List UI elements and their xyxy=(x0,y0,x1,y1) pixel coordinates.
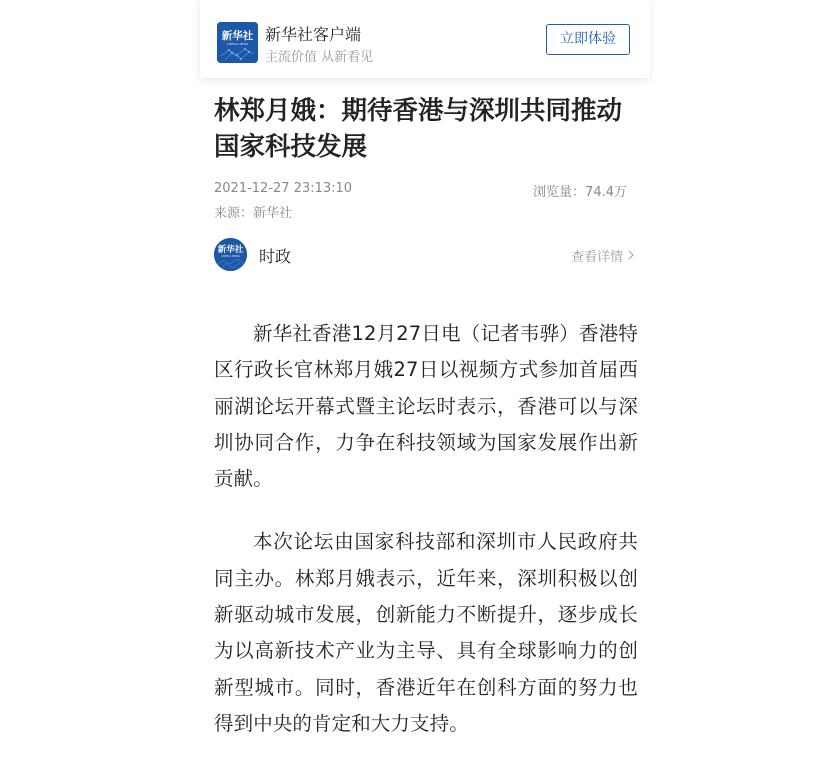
avatar-logo-subtext: XINHUA NEWS xyxy=(221,255,240,258)
app-slogan: 主流价值 从新看见 xyxy=(265,50,374,65)
article-paragraph: 新华社香港12月27日电（记者韦骅）香港特区行政长官林郑月娥27日以视频方式参加首届西丽湖论坛开幕式暨主论坛时表示，香港可以与深圳协同合作，力争在科技领域为国家发展作出新贡献。 xyxy=(214,322,638,491)
article-title: 林郑月娥：期待香港与深圳共同推动国家科技发展 xyxy=(214,96,623,162)
view-count: 浏览量：74.4万 xyxy=(533,185,627,200)
logo-text: 新华社 xyxy=(221,30,254,42)
app-name: 新华社客户端 xyxy=(265,25,362,44)
publish-time: 2021-12-27 23:13:10 xyxy=(214,181,353,196)
xinhua-logo-icon xyxy=(214,238,247,271)
chevron-right-icon xyxy=(628,249,634,264)
article-paragraph: 本次论坛由国家科技部和深圳市人民政府共同主办。林郑月娥表示，近年来，深圳积极以创新驱动城市发展，创新能力不断提升，逐步成长为以高新技术产业为主导、具有全球影响力的创新型城市。同时，香港近年在创科方面的努力也得到中央的肯定和大力支持。 xyxy=(214,530,638,735)
article-body xyxy=(214,316,638,769)
avatar-logo-text: 新华社 xyxy=(217,245,244,255)
logo-subtext: XINHUA NEWS xyxy=(226,42,249,46)
xinhua-app-logo-icon xyxy=(217,22,258,63)
view-detail-link[interactable] xyxy=(571,246,634,265)
channel-name[interactable]: 时政 xyxy=(259,247,292,266)
open-app-button[interactable]: 立即体验 xyxy=(546,24,630,55)
app-download-banner[interactable] xyxy=(200,0,650,78)
article-source: 来源：新华社 xyxy=(214,206,293,221)
channel-avatar[interactable] xyxy=(214,238,247,271)
view-detail-label: 查看详情 xyxy=(570,250,623,265)
